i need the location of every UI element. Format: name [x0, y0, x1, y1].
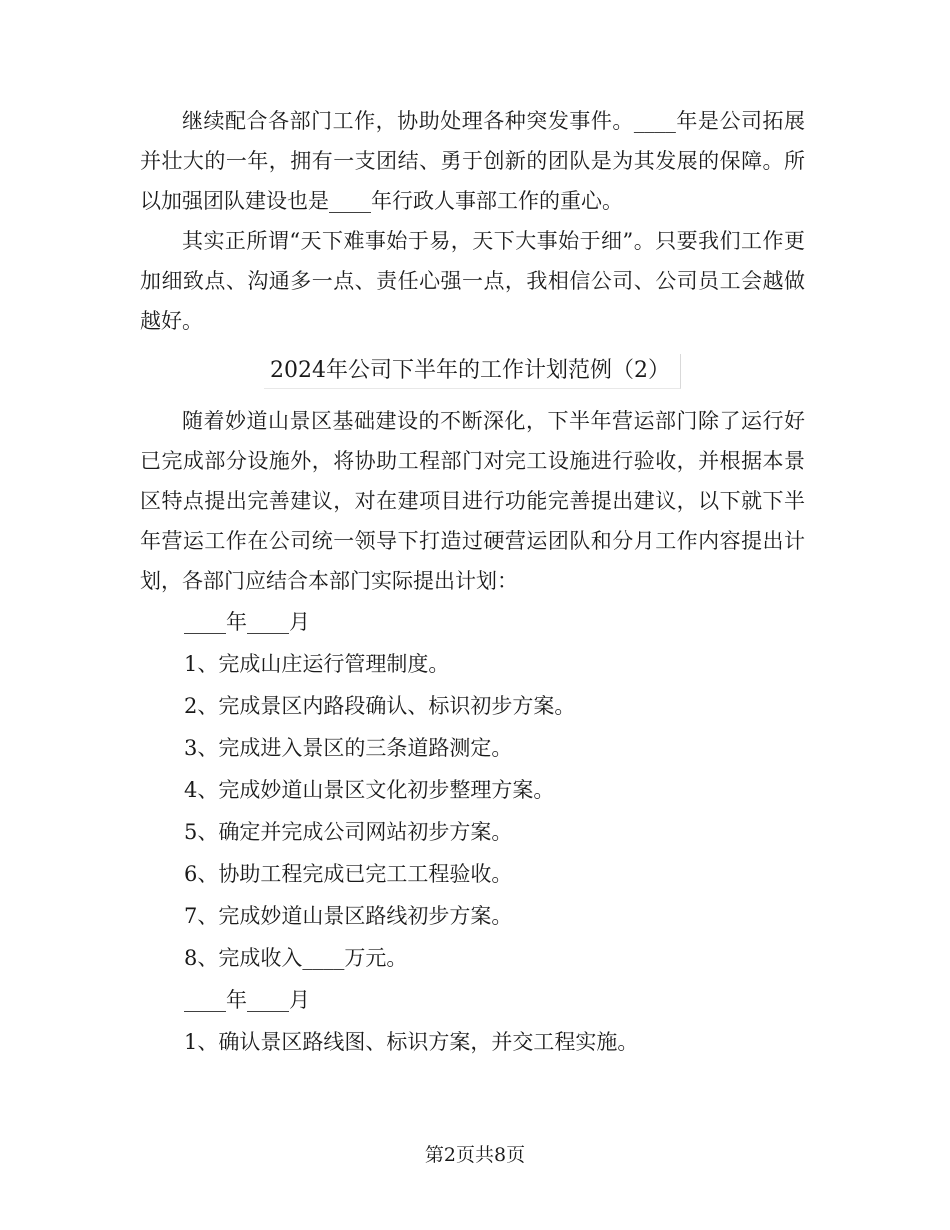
page-number-footer: 第2页共8页: [424, 1144, 526, 1166]
list-item: 8、完成收入____万元。: [184, 946, 408, 970]
list-item: 4、完成妙道山景区文化初步整理方案。: [184, 778, 555, 802]
paragraph-team-building: 继续配合各部门工作，协助处理各种突发事件。____年是公司拓展并壮大的一年，拥有一支团结、勇于创新的团队是为其发展的保障。所以加强团队建设也是____年行政人事部工作的重心。: [140, 109, 805, 213]
list-item: 1、确认景区路线图、标识方案，并交工程实施。: [184, 1030, 639, 1054]
list-item: 2、完成景区内路段确认、标识初步方案。: [184, 694, 576, 718]
paragraph-intro: 随着妙道山景区基础建设的不断深化，下半年营运部门除了运行好已完成部分设施外，将协助工程部门对完工设施进行验收，并根据本景区特点提出完善建议，对在建项目进行功能完善提出建议，以下就下半年营运工作在公司统一领导下打造过硬营运团队和分月工作内容提出计划，各部门应结合本部门实际提出计划：: [140, 409, 805, 593]
month-label-1: ____年____月: [184, 610, 310, 634]
list-item: 1、完成山庄运行管理制度。: [184, 652, 450, 676]
section-title: [140, 341, 805, 401]
paragraph-details: 其实正所谓“天下难事始于易，天下大事始于细”。只要我们工作更加细致点、沟通多一点、责任心强一点，我相信公司、公司员工会越做越好。: [140, 229, 805, 333]
section-title-text: 2024年公司下半年的工作计划范例（2）: [264, 354, 681, 389]
list-item: 5、确定并完成公司网站初步方案。: [184, 820, 513, 844]
document-body: [140, 101, 805, 1063]
list-item: 6、协助工程完成已完工工程验收。: [184, 862, 513, 886]
list-item: 3、完成进入景区的三条道路测定。: [184, 736, 513, 760]
month-label-2: ____年____月: [184, 988, 310, 1012]
list-item: 7、完成妙道山景区路线初步方案。: [184, 904, 513, 928]
